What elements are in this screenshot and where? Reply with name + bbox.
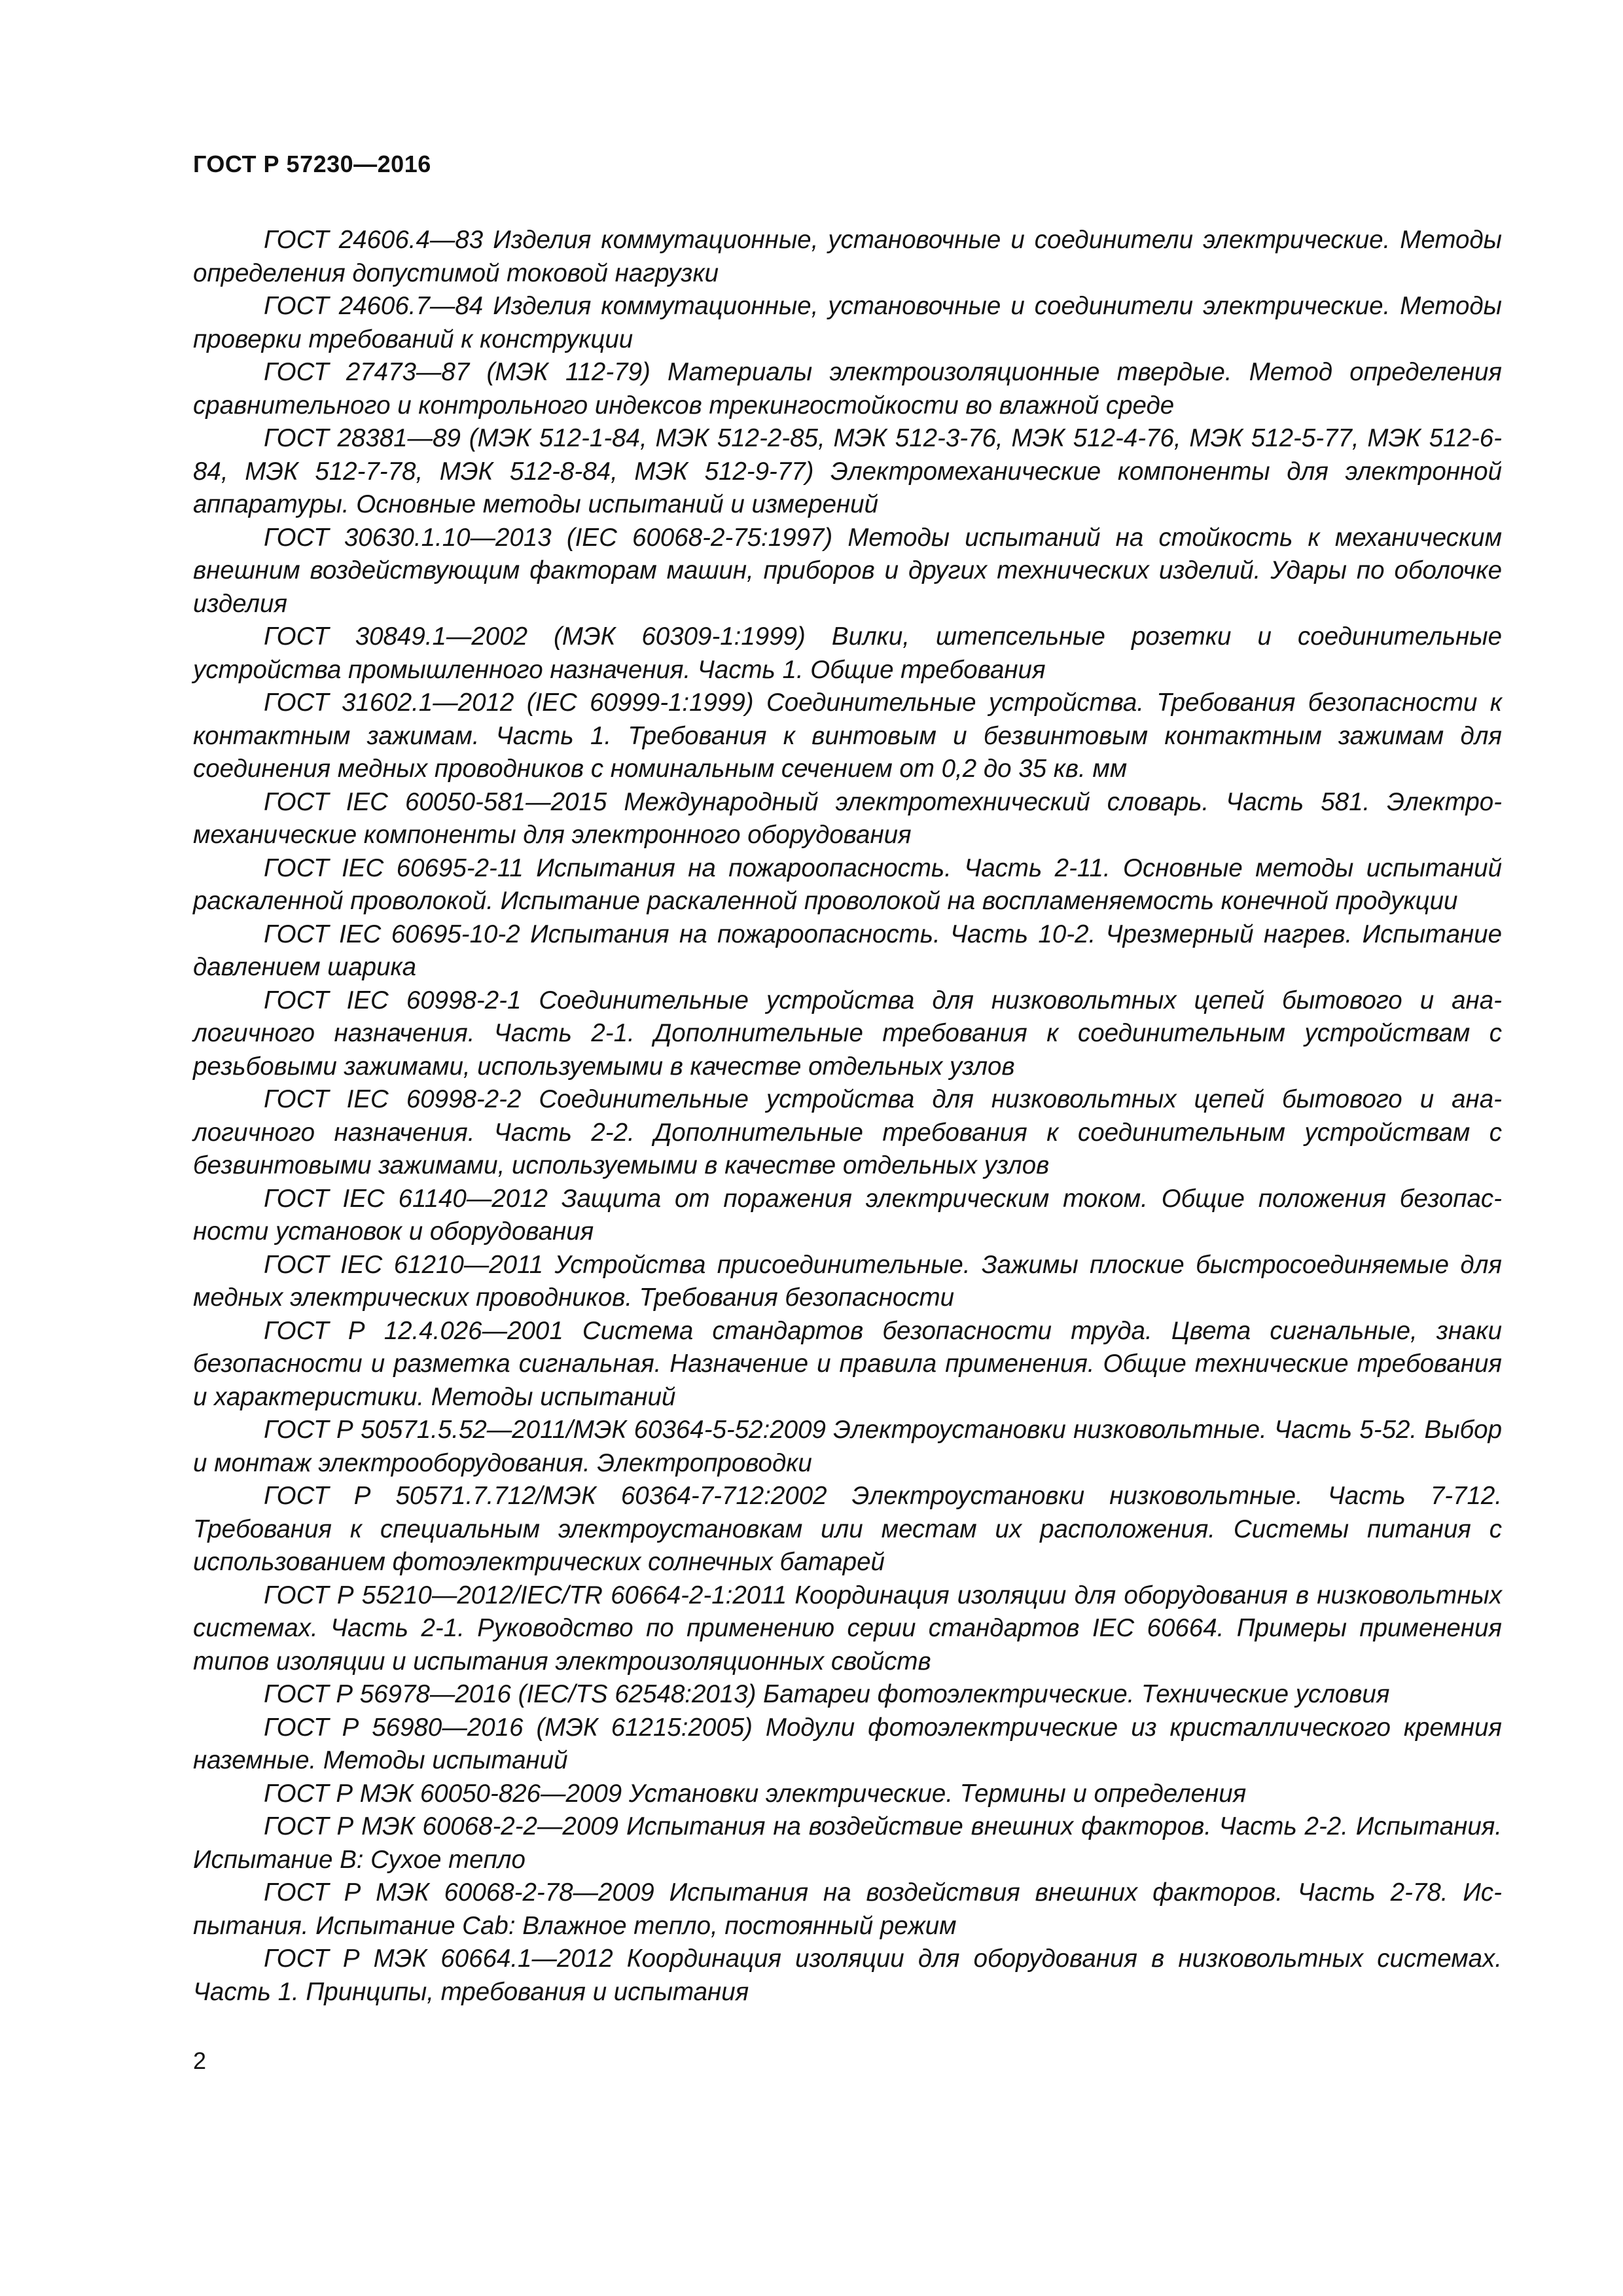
reference-item: ГОСТ Р МЭК 60050-826—2009 Установки электрические. Термины и определения bbox=[264, 1779, 1247, 1808]
reference-item: ГОСТ Р 56978—2016 (IEC/TS 62548:2013) Батареи фотоэлектрические. Технические условия bbox=[264, 1680, 1390, 1708]
reference-item: ГОСТ IEC 61140—2012 Защита от поражения электрическим током. Общие положения безопасности установок и оборудования bbox=[193, 1184, 1502, 1246]
reference-item: ГОСТ IEC 60050-581—2015 Международный электротехнический словарь. Часть 581. Электромеханические компоненты для электронного оборудования bbox=[193, 787, 1502, 849]
reference-item: ГОСТ 24606.4—83 Изделия коммутационные, установочные и соединители электрические. Методы определения допустимой токовой нагрузки bbox=[193, 226, 1502, 287]
reference-item: ГОСТ Р 56980—2016 (МЭК 61215:2005) Модули фотоэлектрические из кристаллического кремния наземные. Методы испытаний bbox=[193, 1713, 1502, 1774]
reference-item: ГОСТ Р МЭК 60664.1—2012 Координация изоляции для оборудования в низковольтных системах. Часть 1. Принципы, требования и испытания bbox=[193, 1945, 1502, 2006]
page-number: 2 bbox=[193, 2047, 207, 2074]
document-header: ГОСТ Р 57230—2016 bbox=[193, 151, 431, 177]
reference-item: ГОСТ 24606.7—84 Изделия коммутационные, установочные и соединители электрические. Методы проверки требований к конструкции bbox=[193, 292, 1502, 353]
reference-item: ГОСТ IEC 60998-2-2 Соединительные устройства для низковольтных цепей бытового и аналогичного назначения. Часть 2-2. Дополнительные требования к соединительным устройствам с безвинтовыми зажимами, используемыми в качестве отдельных узлов bbox=[193, 1085, 1502, 1179]
reference-item: ГОСТ 31602.1—2012 (IEC 60999-1:1999) Соединительные устройства. Требования безопасности к контактным зажимам. Часть 1. Требования к винтовым и безвинтовым контактным зажимам для соединения медных проводников с номинальным сечением от 0,2 до 35 кв. мм bbox=[193, 689, 1502, 783]
reference-item: ГОСТ IEC 61210—2011 Устройства присоединительные. Зажимы плоские быстросоединяемые для медных электрических проводников. Требования безопасности bbox=[193, 1250, 1502, 1312]
reference-item: ГОСТ IEC 60695-2-11 Испытания на пожароопасность. Часть 2-11. Основные методы испытаний раскаленной проволокой. Испытание раскаленной проволокой на воспламеняемость конечной продукции bbox=[193, 853, 1502, 915]
reference-item: ГОСТ 27473—87 (МЭК 112-79) Материалы электроизоляционные твердые. Метод определения сравнительного и контрольного индексов трекингостойкости во влажной среде bbox=[193, 358, 1502, 420]
reference-item: ГОСТ Р 50571.5.52—2011/МЭК 60364-5-52:2009 Электроустановки низковольтные. Часть 5-52. Выбор и монтаж электрооборудования. Электропроводки bbox=[193, 1416, 1502, 1477]
reference-item: ГОСТ Р МЭК 60068-2-2—2009 Испытания на воздействие внешних факторов. Часть 2-2. Испытания. Испытание В: Сухое тепло bbox=[193, 1812, 1502, 1874]
reference-item: ГОСТ 28381—89 (МЭК 512-1-84, МЭК 512-2-85, МЭК 512-3-76, МЭК 512-4-76, МЭК 512-5-77, МЭК 512-6-84, МЭК 512-7-78, МЭК 512-8-84, МЭК 512-9-77) Электромеханические компоненты для электронной аппаратуры. Основные методы испытаний и измерений bbox=[193, 424, 1502, 518]
reference-item: ГОСТ Р 50571.7.712/МЭК 60364-7-712:2002 Электроустановки низковольтные. Часть 7-712. Требования к специальным электроустановкам или местам их расположения. Системы питания с использованием фотоэлектрических солнечных батарей bbox=[193, 1482, 1502, 1576]
reference-item: ГОСТ Р МЭК 60068-2-78—2009 Испытания на воздействия внешних факторов. Часть 2-78. Испытания. Испытание Cab: Влажное тепло, постоянный режим bbox=[193, 1878, 1502, 1940]
reference-item: ГОСТ Р 12.4.026—2001 Система стандартов безопасности труда. Цвета сигнальные, знаки безопасности и разметка сигнальная. Назначение и правила применения. Общие технические требования и характеристики. Методы испытаний bbox=[193, 1316, 1502, 1411]
reference-item: ГОСТ 30849.1—2002 (МЭК 60309-1:1999) Вилки, штепсельные розетки и соединительные устройства промышленного назначения. Часть 1. Общие требования bbox=[193, 622, 1502, 684]
reference-item: ГОСТ IEC 60695-10-2 Испытания на пожароопасность. Часть 10-2. Чрезмерный нагрев. Испытание давлением шарика bbox=[193, 920, 1502, 981]
reference-item: ГОСТ Р 55210—2012/IEC/TR 60664-2-1:2011 Координация изоляции для оборудования в низковольтных системах. Часть 2-1. Руководство по применению серии стандартов IEC 60664. Примеры применения типов изоляции и испытания электроизоляционных свойств bbox=[193, 1581, 1502, 1676]
references-list bbox=[193, 224, 1502, 2009]
reference-item: ГОСТ 30630.1.10—2013 (IEC 60068-2-75:1997) Методы испытаний на стойкость к механическим внешним воздействующим факторам машин, приборов и других технических изделий. Удары по оболочке изделия bbox=[193, 523, 1502, 618]
reference-item: ГОСТ IEC 60998-2-1 Соединительные устройства для низковольтных цепей бытового и аналогичного назначения. Часть 2-1. Дополнительные требования к соединительным устройствам с резьбовыми зажимами, используемыми в качестве отдельных узлов bbox=[193, 986, 1502, 1081]
